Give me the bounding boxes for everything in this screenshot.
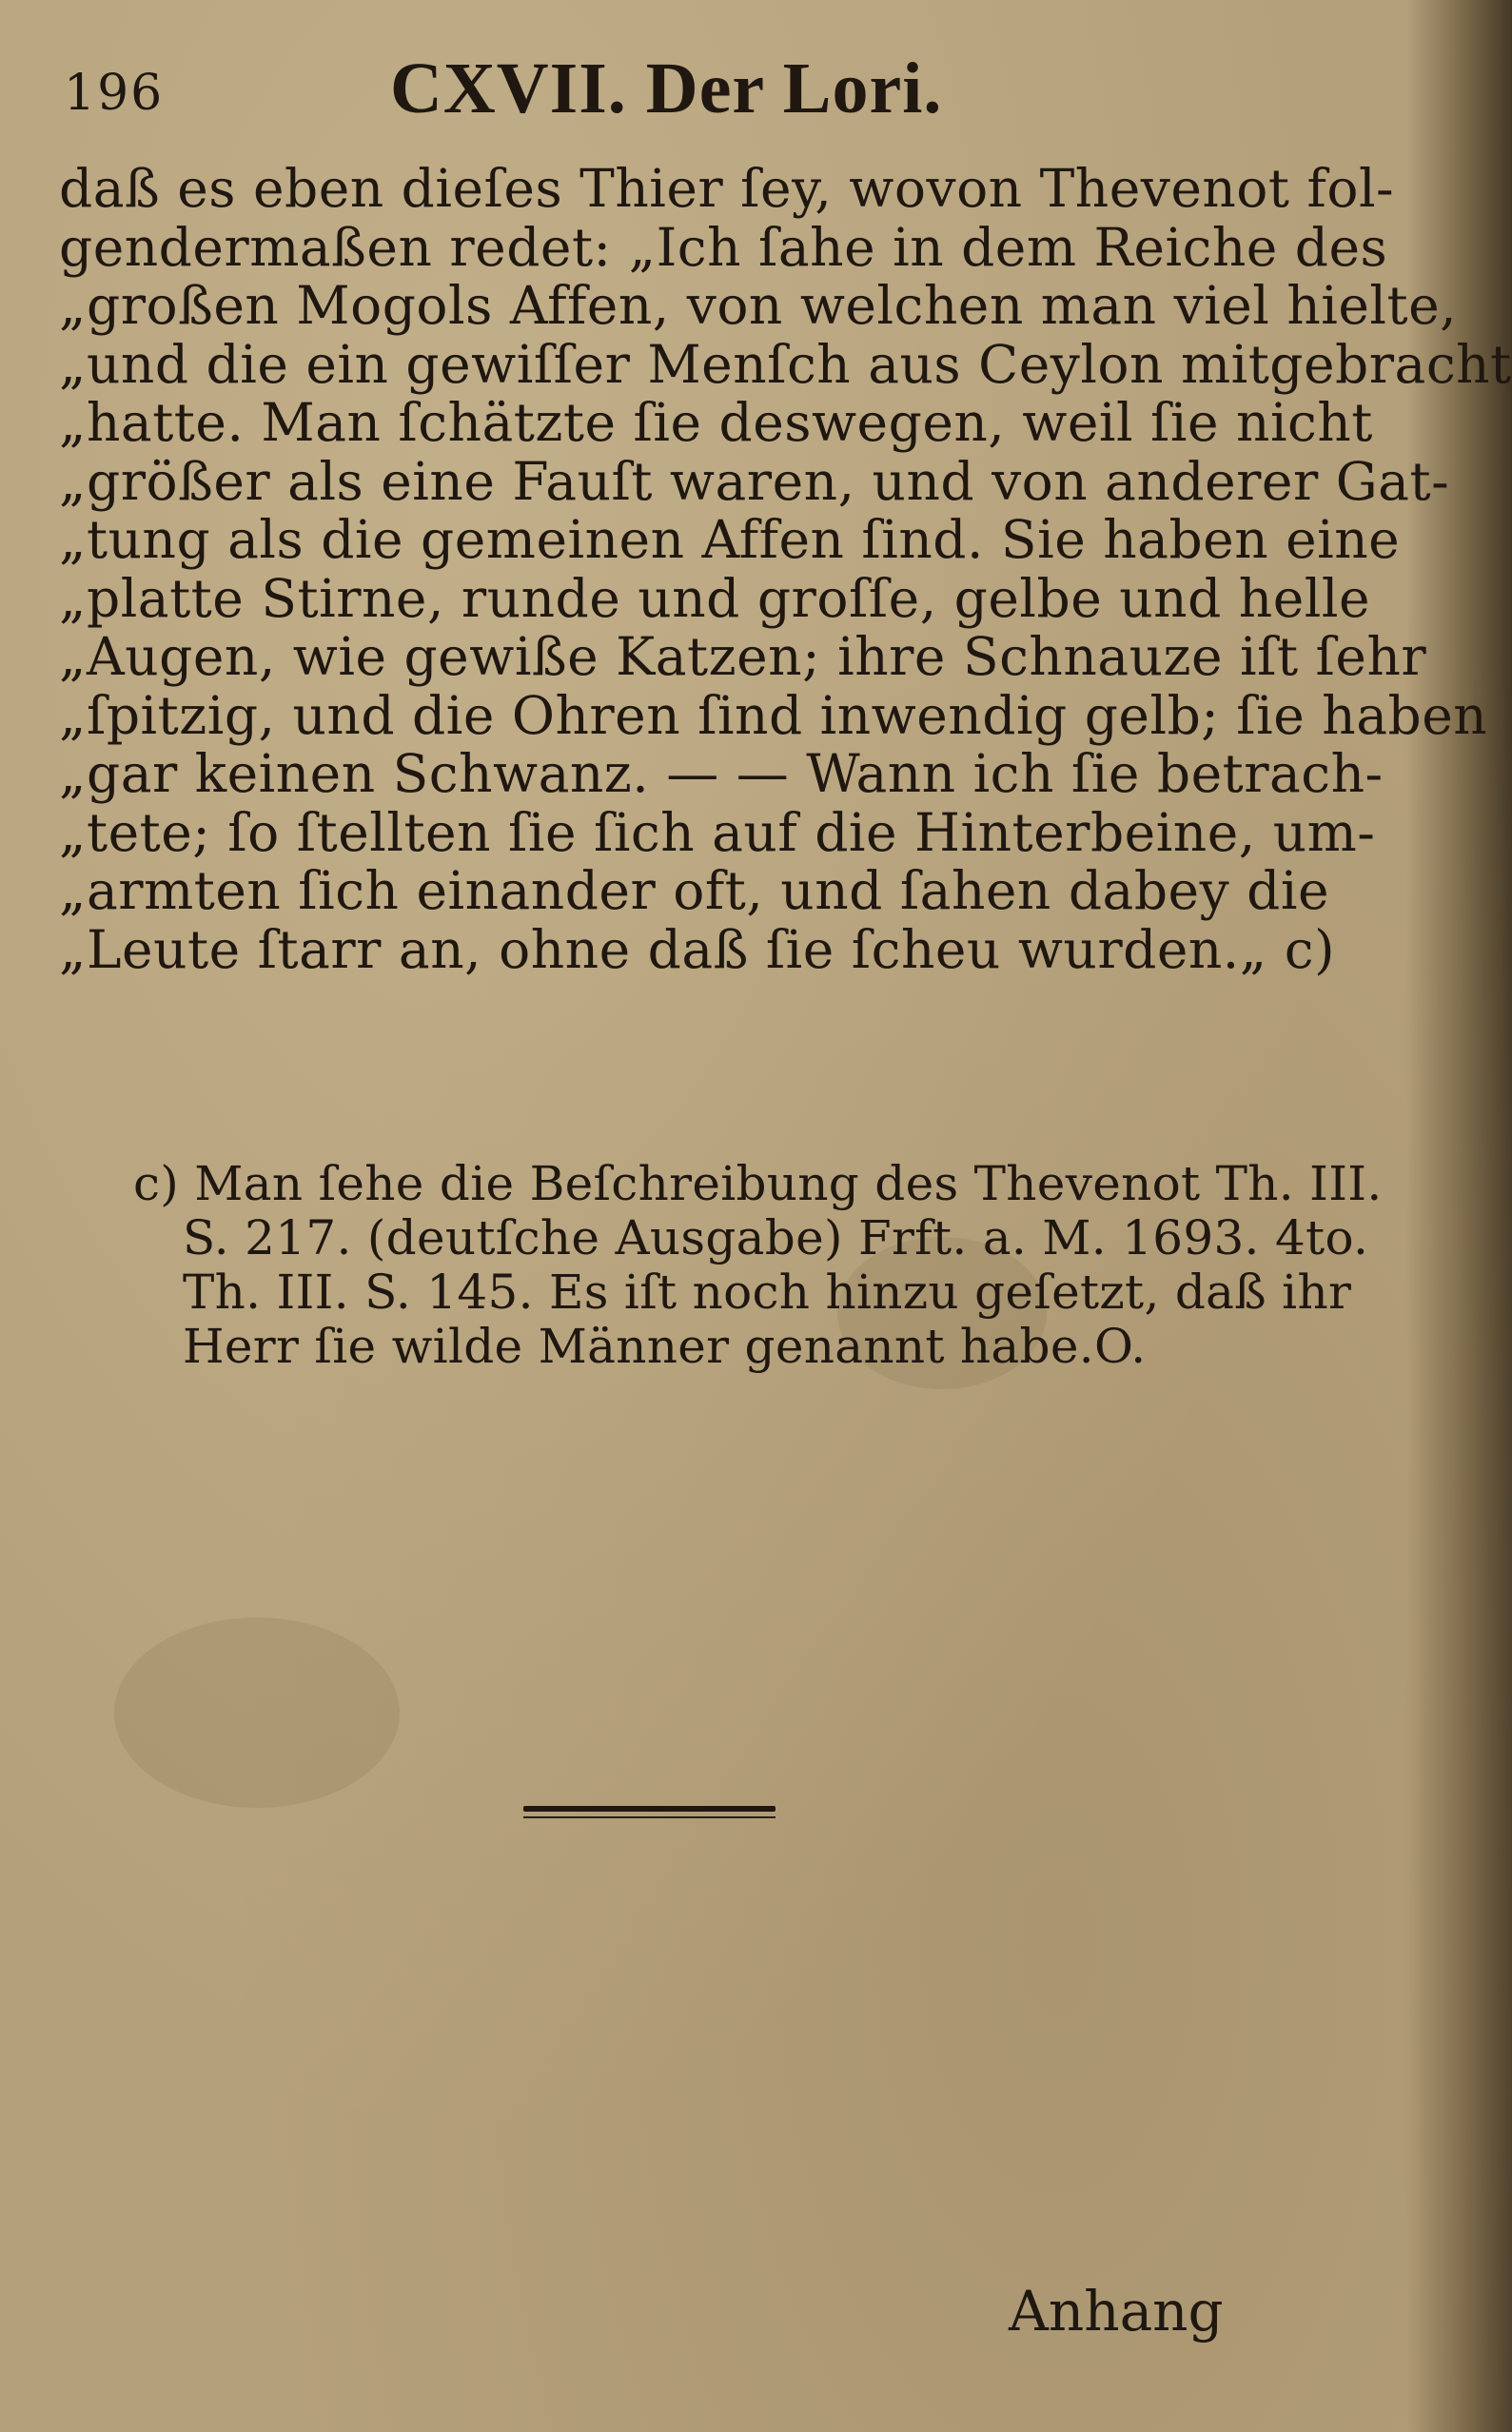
text-line: „großen Mogols Affen, von welchen man viel hielte,: [59, 275, 1458, 336]
paper-stain: [114, 1618, 400, 1808]
text-line: daß es eben dieſes Thier ſey, wovon Thevenot fol-: [59, 158, 1395, 219]
footnote-line: Th. III. S. 145. Es iſt noch hinzu geſetzt, daß ihr: [183, 1265, 1352, 1320]
footnote-line: [133, 1320, 1189, 1374]
footnote-line: c) Man ſehe die Beſchreibung des Thevenot Th. III.: [133, 1156, 1383, 1211]
text-line: „tung als die gemeinen Affen ſind. Sie haben eine: [59, 509, 1401, 570]
page-header: [52, 38, 1175, 128]
text-line: „platte Stirne, runde und groſſe, gelbe und helle: [59, 567, 1370, 629]
running-head: CXVII. Der Lori.: [390, 49, 943, 128]
body-text: [59, 158, 1512, 980]
text-line: „und die ein gewiſſer Menſch aus Ceylon mitgebracht: [59, 333, 1512, 395]
section-divider: [523, 1806, 776, 1812]
page-number: 196: [64, 65, 165, 122]
footnote-signature: O.: [1093, 1319, 1147, 1374]
text-line: „hatte. Man ſchätzte ſie deswegen, weil ſie nicht: [59, 392, 1373, 453]
text-line: „größer als eine Fauſt waren, und von anderer Gat-: [59, 450, 1450, 512]
text-line: „armten ſich einander oft, und ſahen dabey die: [59, 860, 1329, 921]
catchword: Anhang: [1009, 2279, 1224, 2344]
text-line: „Leute ſtarr an, ohne daß ſie ſcheu wurden.„ c): [59, 918, 1336, 980]
text-line: gendermaßen redet: „Ich ſahe in dem Reiche des: [59, 216, 1388, 278]
footnote-line: S. 217. (deutſche Ausgabe) Frft. a. M. 1693. 4to.: [183, 1210, 1369, 1265]
text-line: „Augen, wie gewiße Katzen; ihre Schnauze iſt ſehr: [59, 626, 1427, 687]
text-line: „gar keinen Schwanz. — — Wann ich ſie betrach-: [59, 743, 1384, 804]
text-line: „ſpitzig, und die Ohren ſind inwendig gelb; ſie haben: [59, 684, 1488, 746]
text-line: „tete; ſo ſtellten ſie ſich auf die Hinterbeine, um-: [59, 801, 1376, 863]
footnote: [133, 1156, 1383, 1374]
footnote-text: Herr ſie wilde Männer genannt habe.: [183, 1319, 1094, 1374]
